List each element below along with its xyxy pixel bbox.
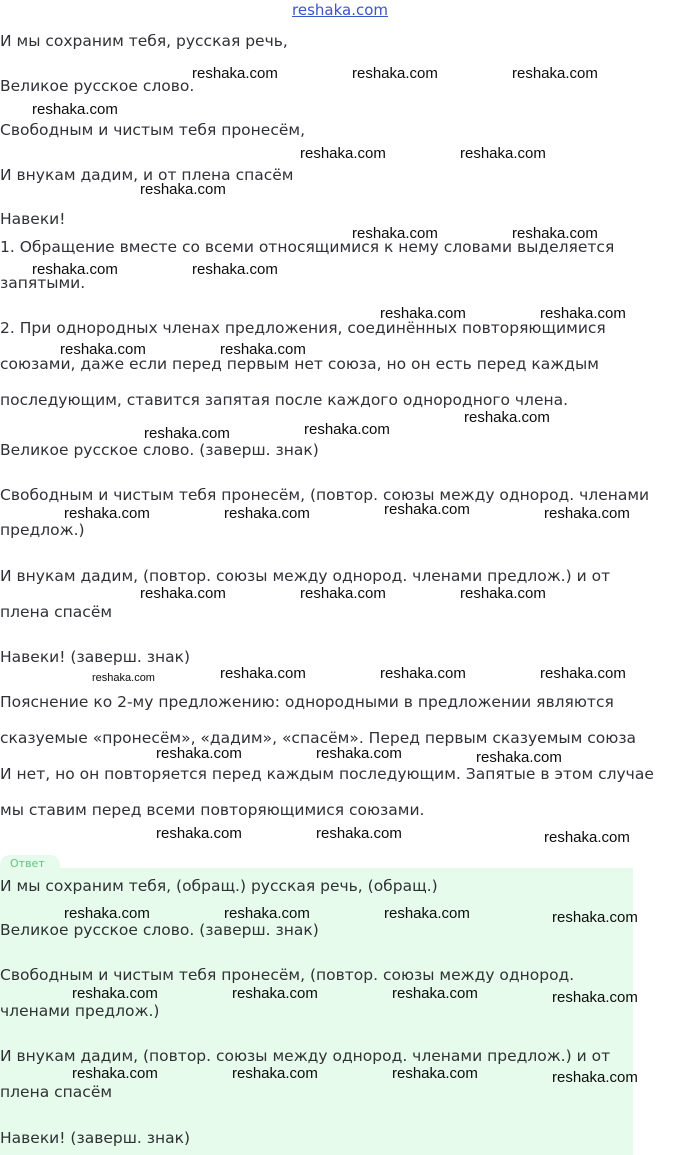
site-link[interactable]: reshaka.com: [292, 1, 388, 19]
text-line: союзами, даже если перед первым нет союза, но он есть перед каждым: [0, 355, 599, 373]
text-line: Великое русское слово. (заверш. знак): [0, 441, 319, 459]
watermark: reshaka.com: [64, 905, 150, 922]
watermark: reshaka.com: [192, 65, 278, 82]
answer-line: И внукам дадим, (повтор. союзы между однород. членами предлож.) и от: [0, 1047, 611, 1065]
watermark: reshaka.com: [380, 665, 466, 682]
watermark: reshaka.com: [352, 65, 438, 82]
watermark: reshaka.com: [72, 1065, 158, 1082]
text-line: Навеки!: [0, 210, 66, 228]
watermark: reshaka.com: [512, 65, 598, 82]
watermark: reshaka.com: [316, 745, 402, 762]
watermark: reshaka.com: [92, 672, 155, 684]
text-line: предлож.): [0, 521, 85, 539]
answer-line: Великое русское слово. (заверш. знак): [0, 921, 319, 939]
watermark: reshaka.com: [384, 905, 470, 922]
watermark: reshaka.com: [512, 225, 598, 242]
answer-label: Ответ: [0, 855, 60, 877]
watermark: reshaka.com: [316, 825, 402, 842]
watermark: reshaka.com: [32, 101, 118, 118]
answer-line: И мы сохраним тебя, (обращ.) русская речь, (обращ.): [0, 877, 438, 895]
text-line: плена спасём: [0, 603, 113, 621]
answer-line: членами предлож.): [0, 1002, 160, 1020]
watermark: reshaka.com: [60, 341, 146, 358]
text-line: Великое русское слово.: [0, 77, 195, 95]
text-line: Свободным и чистым тебя пронесём,: [0, 121, 306, 139]
watermark: reshaka.com: [224, 505, 310, 522]
text-line: 1. Обращение вместе со всеми относящимися к нему словами выделяется: [0, 238, 615, 256]
answer-line: Навеки! (заверш. знак): [0, 1129, 191, 1147]
watermark: reshaka.com: [552, 909, 638, 926]
watermark: reshaka.com: [392, 985, 478, 1002]
text-line: Навеки! (заверш. знак): [0, 648, 191, 666]
watermark: reshaka.com: [64, 505, 150, 522]
watermark: reshaka.com: [300, 145, 386, 162]
watermark: reshaka.com: [352, 225, 438, 242]
watermark: reshaka.com: [232, 1065, 318, 1082]
text-line: Пояснение ко 2-му предложению: однородными в предложении являются: [0, 693, 614, 711]
watermark: reshaka.com: [460, 585, 546, 602]
watermark: reshaka.com: [232, 985, 318, 1002]
watermark: reshaka.com: [304, 421, 390, 438]
text-line: запятыми.: [0, 274, 86, 292]
watermark: reshaka.com: [476, 749, 562, 766]
text-line: И нет, но он повторяется перед каждым последующим. Запятые в этом случае: [0, 765, 654, 783]
watermark: reshaka.com: [464, 409, 550, 426]
watermark: reshaka.com: [540, 665, 626, 682]
watermark: reshaka.com: [144, 425, 230, 442]
watermark: reshaka.com: [192, 261, 278, 278]
watermark: reshaka.com: [156, 825, 242, 842]
watermark: reshaka.com: [392, 1065, 478, 1082]
watermark: reshaka.com: [384, 501, 470, 518]
answer-line: плена спасём: [0, 1083, 113, 1101]
watermark: reshaka.com: [220, 341, 306, 358]
watermark: reshaka.com: [540, 305, 626, 322]
watermark: reshaka.com: [140, 585, 226, 602]
text-line: И внукам дадим, и от плена спасём: [0, 166, 294, 184]
watermark: reshaka.com: [380, 305, 466, 322]
text-line: последующим, ставится запятая после каждого однородного члена.: [0, 391, 569, 409]
watermark: reshaka.com: [224, 905, 310, 922]
watermark: reshaka.com: [552, 989, 638, 1006]
watermark: reshaka.com: [544, 829, 630, 846]
watermark: reshaka.com: [140, 181, 226, 198]
text-line: И внукам дадим, (повтор. союзы между однород. членами предлож.) и от: [0, 567, 611, 585]
text-line: Свободным и чистым тебя пронесём, (повтор. союзы между однород. членами: [0, 486, 650, 504]
watermark: reshaka.com: [72, 985, 158, 1002]
text-line: сказуемые «пронесём», «дадим», «спасём». Перед первым сказуемым союза: [0, 729, 637, 747]
answer-line: Свободным и чистым тебя пронесём, (повтор. союзы между однород.: [0, 966, 575, 984]
watermark: reshaka.com: [552, 1069, 638, 1086]
watermark: reshaka.com: [32, 261, 118, 278]
watermark: reshaka.com: [156, 745, 242, 762]
watermark: reshaka.com: [220, 665, 306, 682]
text-line: мы ставим перед всеми повторяющимися союзами.: [0, 801, 425, 819]
watermark: reshaka.com: [460, 145, 546, 162]
text-line: И мы сохраним тебя, русская речь,: [0, 32, 288, 50]
text-line: 2. При однородных членах предложения, соединённых повторяющимися: [0, 319, 606, 337]
watermark: reshaka.com: [300, 585, 386, 602]
watermark: reshaka.com: [544, 505, 630, 522]
